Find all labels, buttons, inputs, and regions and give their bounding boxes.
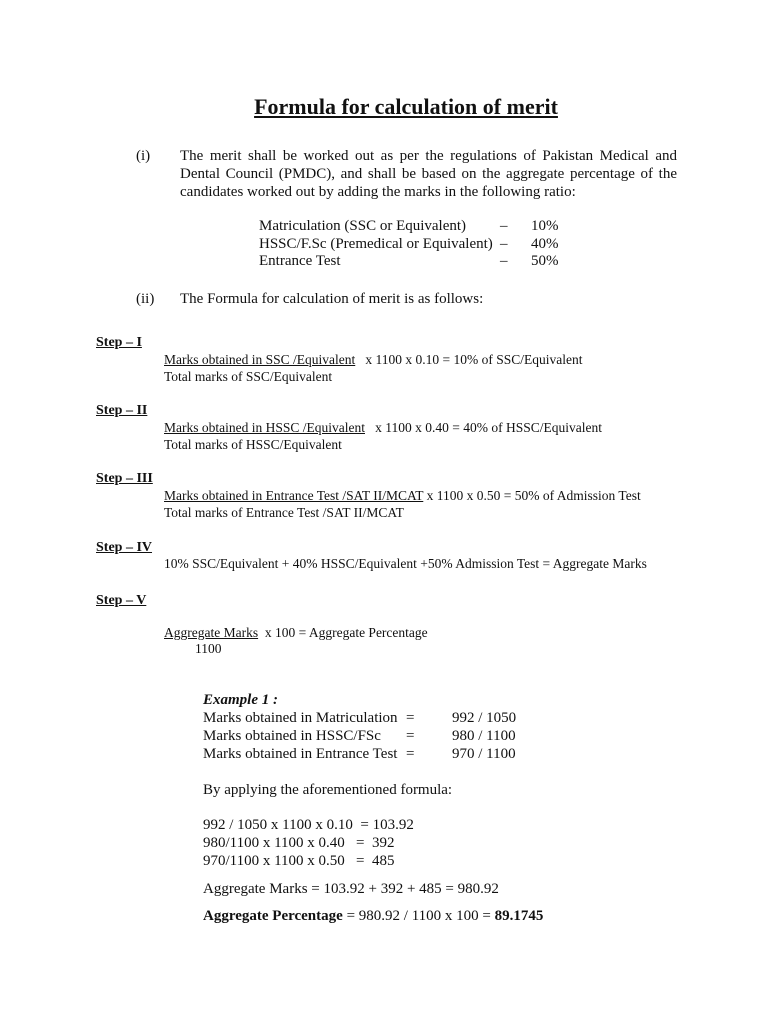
example-calc-line: 970/1100 x 1100 x 0.50 = 485 (203, 853, 395, 869)
formula-numerator: Aggregate Marks (164, 625, 259, 640)
ratio-dash: – (500, 253, 508, 269)
aggregate-percentage-expr: = 980.92 / 1100 x 100 = (342, 908, 495, 924)
ratio-label: Matriculation (SSC or Equivalent) (259, 218, 467, 234)
example-row-value: 980 / 1100 (452, 728, 516, 744)
step-formula-line: 10% SSC/Equivalent + 40% HSSC/Equivalent +50% Admission Test = Aggregate Marks (164, 556, 647, 571)
example-row-value: 970 / 1100 (452, 746, 516, 762)
ratio-label: HSSC/F.Sc (Premedical or Equivalent) (259, 236, 493, 252)
formula-numerator: Marks obtained in SSC /Equivalent (164, 352, 356, 367)
step-heading: Step – III (96, 471, 153, 486)
ratio-dash: – (500, 218, 508, 234)
formula-numerator: Marks obtained in Entrance Test /SAT II/MCAT (164, 488, 424, 503)
step-formula (164, 488, 641, 504)
example-calc-line: 992 / 1050 x 1100 x 0.10 = 103.92 (203, 817, 414, 833)
item-number-ii: (ii) (136, 291, 155, 307)
formula-rest: x 100 = Aggregate Percentage (264, 625, 428, 640)
item-text-i: The merit shall be worked out as per the regulations of Pakistan Medical and Dental Council (PMDC), and shall be based on the aggregate percentage of the candidates worked out by adding the marks in the following ratio: (180, 148, 677, 200)
step-formula (164, 625, 428, 641)
aggregate-marks-line: Aggregate Marks = 103.92 + 392 + 485 = 980.92 (203, 881, 499, 897)
example-row-label: Marks obtained in Entrance Test (203, 746, 398, 762)
step-formula (164, 420, 602, 436)
formula-rest: x 1100 x 0.50 = 50% of Admission Test (426, 488, 641, 503)
formula-denominator: Total marks of SSC/Equivalent (164, 369, 333, 384)
aggregate-percentage-line (203, 908, 543, 925)
aggregate-percentage-value: 89.1745 (494, 908, 544, 924)
step-heading: Step – IV (96, 540, 153, 555)
step-heading: Step – II (96, 403, 148, 418)
ratio-value: 10% (531, 218, 559, 234)
aggregate-percentage-label: Aggregate Percentage (203, 908, 343, 924)
page-title: Formula for calculation of merit (254, 94, 558, 119)
ratio-label: Entrance Test (259, 253, 341, 269)
example-heading: Example 1 : (203, 692, 278, 708)
ratio-dash: – (500, 236, 508, 252)
example-row-eq: = (406, 710, 415, 726)
formula-denominator: Total marks of Entrance Test /SAT II/MCAT (164, 505, 404, 520)
example-row-label: Marks obtained in HSSC/FSc (203, 728, 381, 744)
item-text-ii: The Formula for calculation of merit is as follows: (180, 291, 484, 307)
formula-rest: x 1100 x 0.40 = 40% of HSSC/Equivalent (375, 420, 602, 435)
formula-denominator: Total marks of HSSC/Equivalent (164, 437, 342, 452)
formula-denominator: 1100 (195, 641, 222, 656)
example-calc-line: 980/1100 x 1100 x 0.40 = 392 (203, 835, 395, 851)
example-row-value: 992 / 1050 (452, 710, 517, 726)
example-row-eq: = (406, 746, 415, 762)
formula-rest: x 1100 x 0.10 = 10% of SSC/Equivalent (365, 352, 583, 367)
ratio-value: 50% (531, 253, 559, 269)
example-applying-text: By applying the aforementioned formula: (203, 782, 453, 798)
example-row-eq: = (406, 728, 415, 744)
ratio-value: 40% (531, 236, 559, 252)
step-formula (164, 352, 582, 368)
step-heading: Step – I (96, 335, 142, 350)
example-row-label: Marks obtained in Matriculation (203, 710, 398, 726)
step-heading: Step – V (96, 593, 147, 608)
formula-numerator: Marks obtained in HSSC /Equivalent (164, 420, 365, 435)
item-number-i: (i) (136, 148, 151, 164)
